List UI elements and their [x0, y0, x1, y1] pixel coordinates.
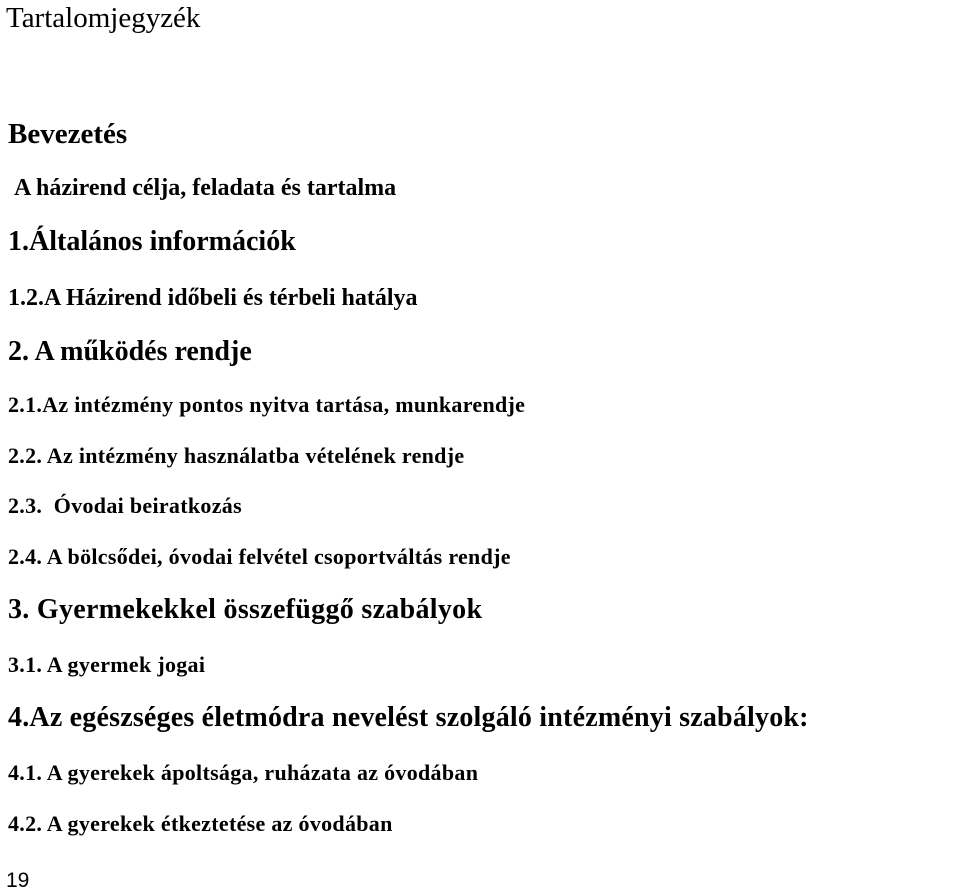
- toc-entry-section-2-2: 2.2. Az intézmény használatba vételének rendje: [8, 443, 465, 468]
- toc-entry-section-2: 2. A működés rendje: [8, 336, 252, 367]
- toc-entry-section-3-1: 3.1. A gyermek jogai: [8, 652, 206, 677]
- toc-entry-section-2-1: 2.1.Az intézmény pontos nyitva tartása, munkarendje: [8, 392, 526, 417]
- toc-entry-section-2-3: 2.3. Óvodai beiratkozás: [8, 493, 242, 518]
- toc-entry-section-4-2: 4.2. A gyerekek étkeztetése az óvodában: [8, 811, 393, 836]
- page-title: Tartalomjegyzék: [6, 2, 201, 34]
- toc-entry-section-1-2: 1.2.A Házirend időbeli és térbeli hatálya: [8, 285, 418, 311]
- toc-entry-section-2-4: 2.4. A bölcsődei, óvodai felvétel csoportváltás rendje: [8, 544, 511, 569]
- toc-entry-purpose: A házirend célja, feladata és tartalma: [14, 175, 397, 201]
- toc-entry-section-1: 1.Általános információk: [8, 226, 296, 257]
- toc-entry-section-4: 4.Az egészséges életmódra nevelést szolgáló intézményi szabályok:: [8, 702, 809, 733]
- page-number: 19: [6, 869, 30, 892]
- toc-entry-section-4-1: 4.1. A gyerekek ápoltsága, ruházata az óvodában: [8, 760, 479, 785]
- toc-entry-introduction: Bevezetés: [8, 118, 128, 150]
- toc-entry-section-3: 3. Gyermekekkel összefüggő szabályok: [8, 594, 483, 625]
